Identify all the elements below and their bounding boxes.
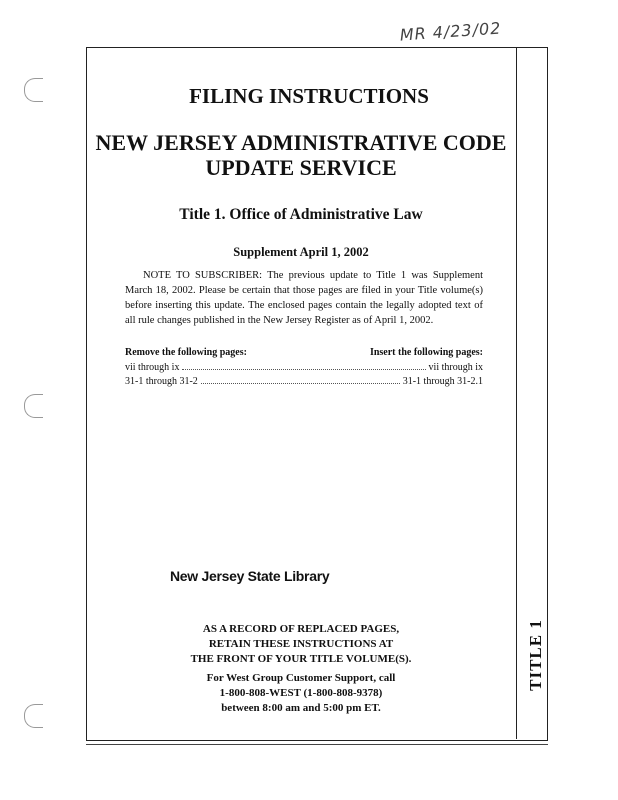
document-subtitle	[86, 130, 516, 180]
customer-support	[86, 671, 516, 716]
supplement-label: Supplement April 1, 2002	[233, 245, 369, 259]
pages-header	[125, 347, 483, 361]
insert-pages-header: Insert the following pages:	[369, 347, 483, 358]
remove-pages: 31-1 through 31-2	[125, 376, 198, 387]
remove-pages: vii through ix	[125, 362, 180, 373]
subtitle-line-1: NEW JERSEY ADMINISTRATIVE CODE	[95, 130, 507, 155]
insert-pages: vii through ix	[428, 362, 483, 373]
support-line-1: For West Group Customer Support, call	[206, 672, 396, 684]
handwritten-annotation: MR 4/23/02	[399, 18, 502, 45]
leader-dots	[182, 369, 425, 370]
page-row	[125, 362, 483, 376]
support-line-3: between 8:00 am and 5:00 pm ET.	[221, 702, 381, 714]
record-instructions	[86, 622, 516, 667]
remove-pages-header: Remove the following pages:	[125, 347, 247, 358]
subscriber-note: NOTE TO SUBSCRIBER: The previous update to Title 1 was Supplement March 18, 2002. Please be certain that those pages are filed in your Title volume(s) before inserting this update. The enclosed pages contain the legally adopted text of all rule changes published in the New Jersey Register as of April 1, 2002.	[125, 270, 483, 326]
leader-dots	[201, 383, 400, 384]
side-tab-label: TITLE 1	[526, 619, 545, 691]
punch-hole-middle	[24, 394, 43, 418]
library-stamp: New Jersey State Library	[170, 568, 330, 584]
page-row	[125, 376, 483, 390]
tab-divider-line	[516, 47, 517, 739]
record-line-3: THE FRONT OF YOUR TITLE VOLUME(S).	[190, 653, 412, 665]
subtitle-line-2: UPDATE SERVICE	[205, 155, 397, 180]
support-line-2: 1-800-808-WEST (1-800-808-9378)	[219, 687, 383, 699]
insert-pages: 31-1 through 31-2.1	[402, 376, 483, 387]
title-volume: Title 1. Office of Administrative Law	[179, 206, 423, 223]
bottom-rule	[86, 744, 548, 745]
document-title: FILING INSTRUCTIONS	[189, 84, 429, 108]
record-line-1: AS A RECORD OF REPLACED PAGES,	[202, 623, 400, 635]
punch-hole-bottom	[24, 704, 43, 728]
record-line-2: RETAIN THESE INSTRUCTIONS AT	[208, 638, 394, 650]
